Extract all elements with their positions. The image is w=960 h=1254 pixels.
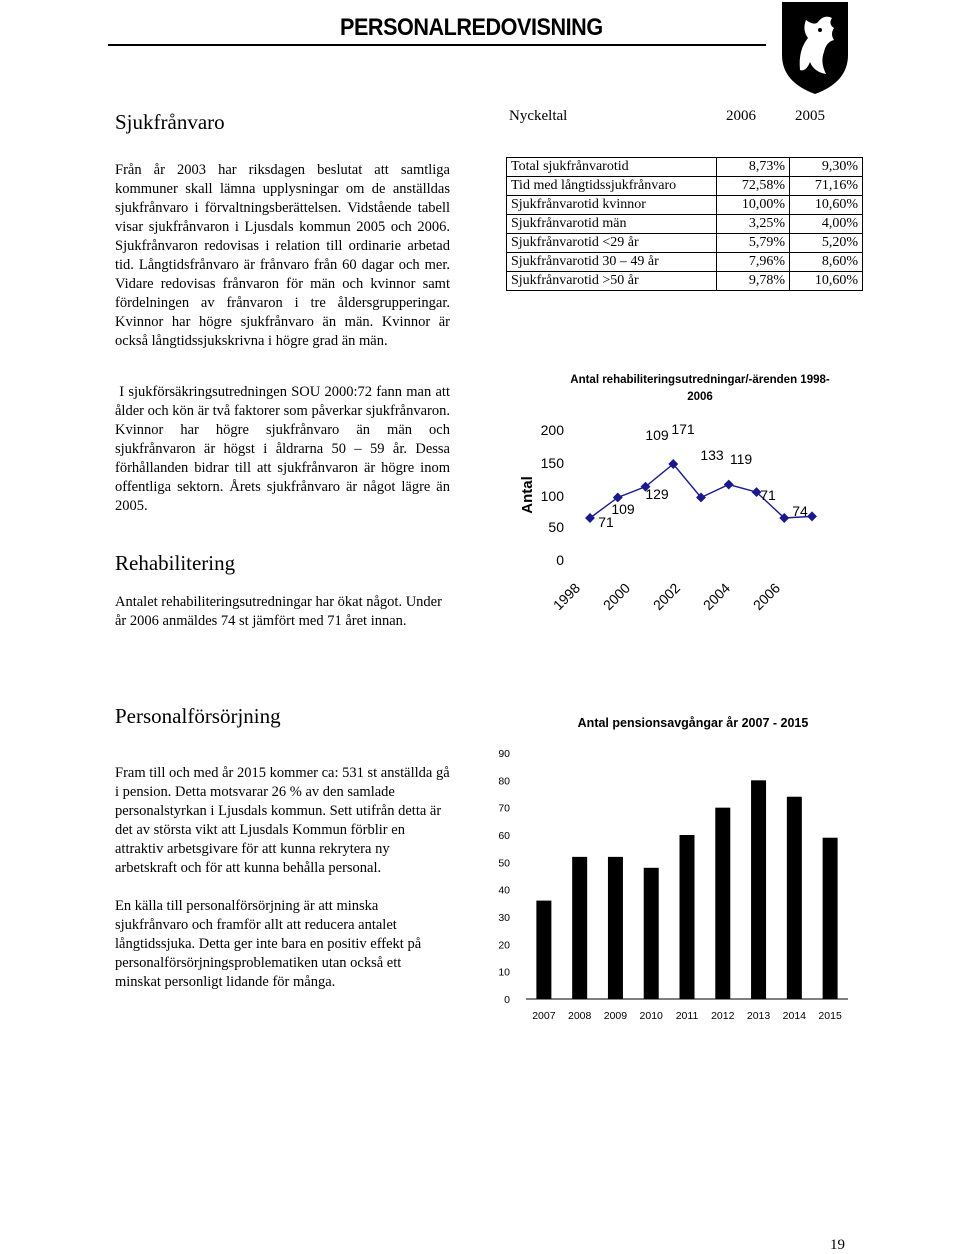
line-chart-point (807, 511, 817, 521)
page-number: 19 (830, 1237, 845, 1253)
nyckeltal-cell-2006: 72,58% (717, 177, 790, 196)
nyckeltal-cell-label: Tid med långtidssjukfrånvaro (507, 177, 717, 196)
bar-chart-x-tick: 2012 (711, 1010, 735, 1022)
line-chart-x-tick: 2002 (649, 579, 684, 614)
bar-chart-x-tick: 2007 (532, 1010, 556, 1022)
nyckeltal-row (507, 215, 863, 234)
bar-chart-x-tick: 2010 (639, 1010, 663, 1022)
line-chart-data-label: 74 (792, 503, 808, 519)
nyckeltal-cell-label: Sjukfrånvarotid <29 år (507, 234, 717, 253)
nyckeltal-cell-label: Sjukfrånvarotid >50 år (507, 272, 717, 291)
nyckeltal-cell-2006: 5,79% (717, 234, 790, 253)
nyckeltal-row (507, 272, 863, 291)
nyckeltal-row (507, 234, 863, 253)
rehab-line-chart (500, 400, 840, 630)
bar-chart-y-tick: 50 (498, 857, 510, 870)
nyckeltal-cell-2005: 10,60% (790, 272, 863, 291)
nyckeltal-header-2006: 2006 (726, 108, 756, 124)
nyckeltal-cell-2005: 10,60% (790, 196, 863, 215)
line-chart-x-tick: 1998 (549, 579, 584, 614)
bar-chart-x-tick: 2014 (782, 1010, 807, 1022)
nyckeltal-cell-2006: 8,73% (717, 158, 790, 177)
line-chart-y-tick: 50 (548, 519, 564, 535)
nyckeltal-row (507, 158, 863, 177)
line-chart-data-label: 71 (760, 487, 776, 503)
bar-chart-x-tick: 2008 (567, 1010, 592, 1022)
bar-chart-x-tick: 2009 (603, 1010, 628, 1022)
nyckeltal-cell-label: Sjukfrånvarotid 30 – 49 år (507, 253, 717, 272)
bar-chart-y-tick: 40 (498, 884, 510, 897)
nyckeltal-row (507, 253, 863, 272)
bar-chart-x-tick: 2015 (818, 1010, 842, 1022)
nyckeltal-cell-2005: 5,20% (790, 234, 863, 253)
bar-chart-bar (751, 780, 766, 999)
nyckeltal-table (506, 157, 863, 291)
line-chart-point (585, 513, 595, 523)
line-chart-y-label: Antal (519, 476, 536, 514)
bar-chart-title: Antal pensionsavgångar år 2007 - 2015 (577, 716, 809, 730)
line-chart-x-tick: 2006 (749, 579, 784, 614)
bar-chart-y-tick: 80 (498, 775, 510, 788)
nyckeltal-cell-2006: 9,78% (717, 272, 790, 291)
nyckeltal-row (507, 177, 863, 196)
nyckeltal-cell-2005: 71,16% (790, 177, 863, 196)
bar-chart-y-tick: 20 (498, 939, 510, 952)
line-chart-data-label: 171 (671, 421, 695, 437)
line-chart-y-tick: 200 (540, 422, 564, 438)
paragraph-sjukfranvaro-1: Från år 2003 har riksdagen beslutat att samtliga kommuner skall lämna upplysningar om de anställdas sjukfrånvaro i förvaltningsberättelsen. Vidstående tabell visar sjukfrånvaron i Ljusdals kommun 2005 och 2006. Sjukfrånvaron redovisas i relation till ordinarie arbetad tid. Långtidsfrånvaro är frånvaro från 60 dagar och mer. Vidare redovisas frånvaron för män och kvinnor samt fördelningen av frånvaron i tre åldersgrupperingar. Kvinnor har högre sjukfrånvaro än män. Kvinnor är också långtidssjukskrivna i högre grad än män. (115, 162, 450, 349)
nyckeltal-header-label: Nyckeltal (509, 108, 568, 124)
page-header-title: PERSONALREDOVISNING (340, 14, 603, 41)
bar-chart-bar (536, 901, 551, 999)
nyckeltal-cell-2005: 8,60% (790, 253, 863, 272)
line-chart-title-line1: Antal rehabiliteringsutredningar/-ärenden 1998- (570, 374, 830, 386)
bar-chart-bar (644, 868, 659, 999)
bar-chart-x-tick: 2011 (675, 1010, 699, 1022)
bar-chart-x-tick: 2013 (746, 1010, 771, 1022)
section-heading-sjukfranvaro: Sjukfrånvaro (115, 110, 225, 134)
line-chart-y-tick: 150 (540, 455, 564, 471)
header-rule (108, 44, 766, 46)
bar-chart-bar (715, 808, 730, 999)
bar-chart-bar (787, 797, 802, 999)
line-chart-data-label: 119 (729, 451, 753, 467)
line-chart-data-label: 109 (611, 501, 635, 517)
bar-chart-y-tick: 0 (504, 994, 510, 1006)
bar-chart-y-tick: 30 (498, 912, 510, 924)
bar-chart-y-tick: 10 (498, 966, 510, 979)
paragraph-personalforsorjning-2: En källa till personalförsörjning är att minska sjukfrånvaro och framför allt att reducera antalet långtidssjuka. Detta ger inte bara en positiv effekt på personalförsörjningsproblematiken utan också ett minskat personligt lidande för många. (115, 898, 422, 990)
bar-chart-y-tick: 60 (498, 830, 510, 842)
paragraph-personalforsorjning-1: Fram till och med år 2015 kommer ca: 531 st anställda gå i pension. Detta motsvarar 26 % av den samlade personalstyrkan i Ljusdals kommun. Sett utifrån detta är det av största vikt att Ljusdals Kommun förblir en attraktiv arbetsgivare för att kunna rekrytera ny arbetskraft och för att kunna behålla personal. (115, 765, 450, 876)
section-heading-rehabilitering: Rehabilitering (115, 551, 236, 575)
line-chart-title-line2: 2006 (687, 391, 713, 403)
bar-chart-bar (680, 835, 695, 999)
nyckeltal-cell-2006: 10,00% (717, 196, 790, 215)
bar-chart-y-tick: 90 (498, 748, 510, 760)
nyckeltal-header-2005: 2005 (795, 108, 825, 124)
line-chart-y-tick: 100 (540, 488, 564, 504)
section-heading-personalforsorjning: Personalförsörjning (115, 704, 281, 728)
line-chart-x-tick: 2004 (699, 579, 734, 614)
line-chart-data-label: 133 (700, 447, 724, 463)
nyckeltal-cell-label: Total sjukfrånvarotid (507, 158, 717, 177)
bar-chart-bar (608, 857, 623, 999)
nyckeltal-cell-label: Sjukfrånvarotid män (507, 215, 717, 234)
bar-chart-bar (823, 838, 838, 999)
pension-bar-chart (490, 740, 855, 1030)
paragraph-sjukfranvaro-2: I sjukförsäkringsutredningen SOU 2000:72 fann man att ålder och kön är två faktorer som påverkar sjukfrånvaron. Kvinnor har högre sjukfrånvaro än män och sjukfrånvaron är högst i åldrarna 50 – 59 år. Dessa förhållanden bidrar till att sjukfrånvaron är högre inom offentliga sektorn. Årets sjukfrånvaro är något lägre än 2005. (115, 384, 454, 514)
line-chart-data-label: 109 (645, 427, 669, 443)
line-chart-x-tick: 2000 (599, 579, 634, 614)
coat-of-arms-logo (780, 0, 850, 96)
nyckeltal-cell-2005: 9,30% (790, 158, 863, 177)
nyckeltal-cell-2006: 3,25% (717, 215, 790, 234)
nyckeltal-row (507, 196, 863, 215)
paragraph-rehabilitering: Antalet rehabiliteringsutredningar har ökat något. Under år 2006 anmäldes 74 st jämfört med 71 året innan. (115, 594, 442, 629)
nyckeltal-cell-2005: 4,00% (790, 215, 863, 234)
line-chart-point (724, 480, 734, 490)
bar-chart-bar (572, 857, 587, 999)
bar-chart-y-tick: 70 (498, 802, 510, 815)
line-chart-data-label: 71 (598, 514, 614, 530)
nyckeltal-cell-2006: 7,96% (717, 253, 790, 272)
line-chart-data-label: 129 (645, 486, 669, 502)
line-chart-y-tick: 0 (556, 552, 564, 568)
nyckeltal-cell-label: Sjukfrånvarotid kvinnor (507, 196, 717, 215)
